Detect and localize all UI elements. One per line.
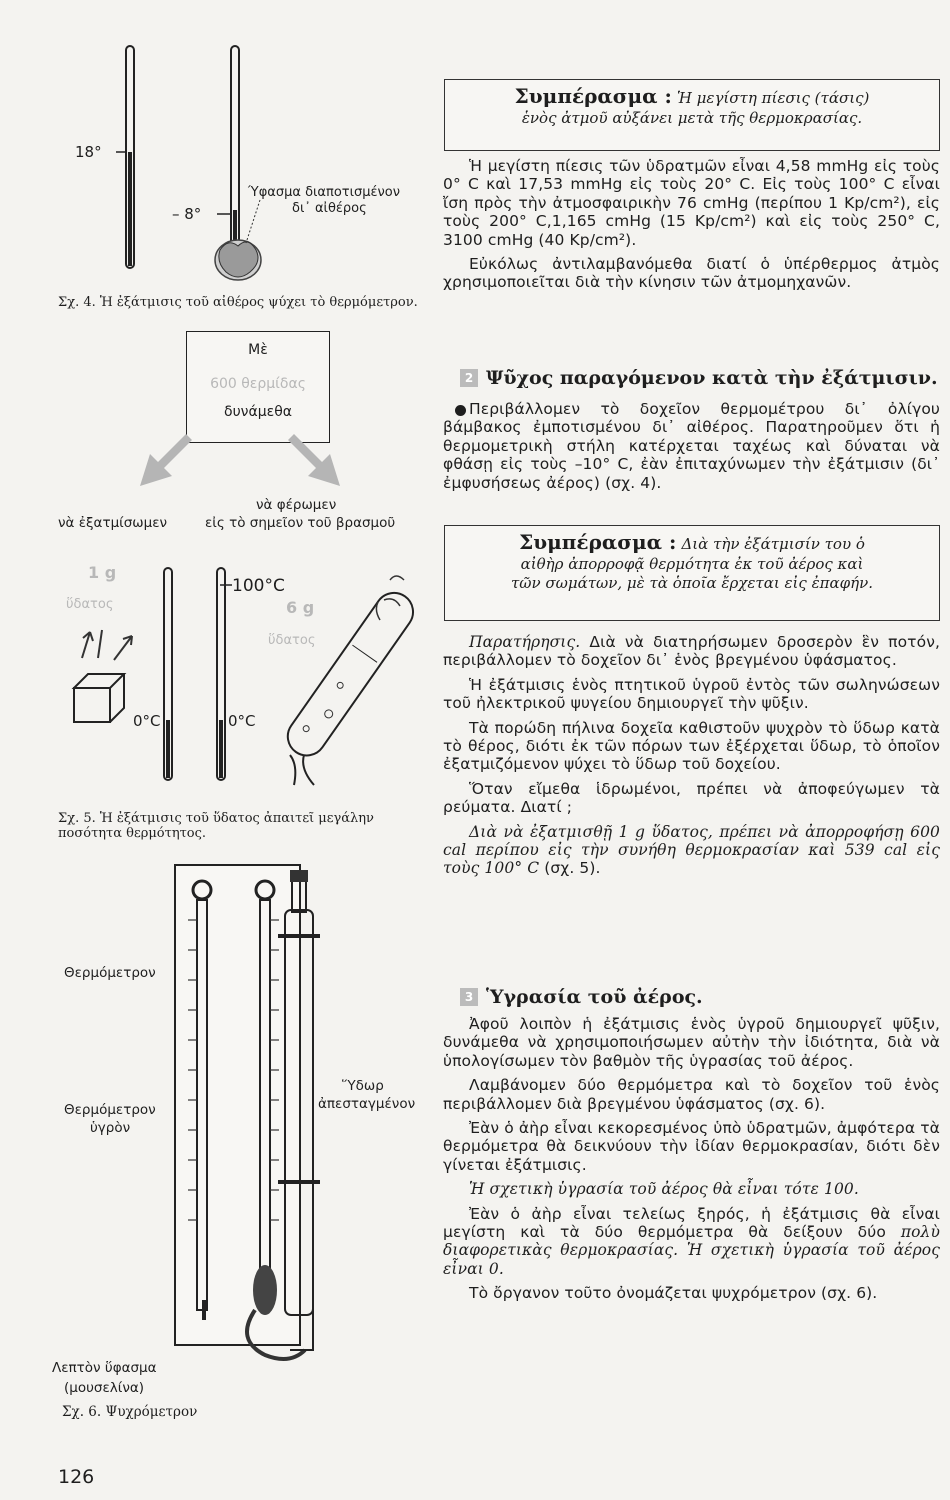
conclusion-2-text-a: Διὰ τὴν ἐξάτμισίν του ὁ bbox=[681, 535, 865, 553]
paragraph-clay-pots: Τὰ πορώδη πήλινα δοχεῖα καθιστοῦν ψυχρὸν τὸ ὕδωρ κατὰ τὸ θέρος, διότι ἐκ τῶν πόρων των ἐξέρχεται ὕδωρ, τὸ ὁποῖον ἐξατμιζόμενον ψύχει τὸ ὕδωρ τοῦ δοχείου. bbox=[443, 718, 940, 774]
text-block-4 bbox=[443, 1015, 940, 1309]
heat-box bbox=[186, 331, 330, 443]
water-label-1: ὕδατος bbox=[66, 597, 114, 612]
conclusion-2-text-b: αἰθὴρ ἀπορροφᾷ θερμότητα ἐκ τοῦ ἀέρος καὶ bbox=[520, 555, 864, 573]
paragraph-superheated-steam: Εὐκόλως ἀντιλαμβανόμεθα διατί ὁ ὑπέρθερμος ἀτμὸς χρησιμοποιεῖται διὰ τὴν κίνησιν τῶν ἀτμομηχανῶν. bbox=[443, 255, 940, 292]
section-3-title: Ὑγρασία τοῦ ἀέρος. bbox=[486, 986, 703, 1008]
dry-air-text: Ἐὰν ὁ ἀὴρ εἶναι τελείως ξηρός, ἡ ἐξάτμισις θὰ εἶναι μεγίστη καὶ τὰ δύο θερμόμετρα θὰ δείξουν δύο bbox=[443, 1204, 940, 1242]
section-3-heading bbox=[460, 986, 703, 1008]
diagram-arrows bbox=[110, 430, 370, 500]
paragraph-sweating: Ὅταν εἴμεθα ἱδρωμένοι, πρέπει νὰ ἀποφεύγωμεν τὰ ρεύματα. Διατί ; bbox=[443, 779, 940, 817]
paragraph-humidity-intro: Ἀφοῦ λοιπὸν ἡ ἐξάτμισις ἑνὸς ὑγροῦ δημιουργεῖ ψῦξιν, δυνάμεθα νὰ χρησιμοποιήσωμεν αὐτὴν τὴν ἰδιότητα, διὰ νὰ ὑπολογίσωμεν τὸν βαθμὸν τῆς ὑγρασίας τοῦ ἀέρος. bbox=[443, 1015, 940, 1070]
section-2-heading bbox=[460, 367, 938, 389]
boil-label-line-2: εἰς τὸ σημεῖον τοῦ βρασμοῦ bbox=[205, 515, 396, 531]
label-wet-thermometer-2: ὑγρὸν bbox=[90, 1120, 131, 1136]
bullet-dot bbox=[455, 405, 466, 416]
conclusion-1-text-b: ἑνὸς ἀτμοῦ αὐξάνει μετὰ τῆς θερμοκρασίας. bbox=[521, 109, 863, 127]
label-cloth-1: Λεπτὸν ὕφασμα bbox=[52, 1360, 157, 1376]
figure-6-drawing bbox=[160, 860, 340, 1400]
latent-heat-ref: (σχ. 5). bbox=[544, 859, 601, 878]
figure-4-caption: Σχ. 4. Ἡ ἐξάτμισις τοῦ αἰθέρος ψύχει τὸ θερμόμετρον. bbox=[58, 295, 418, 310]
paragraph-ether-experiment: Περιβάλλομεν τὸ δοχεῖον θερμομέτρου δι᾽ ὀλίγου βάμβακος ἐμποτισμένου δι᾽ αἰθέρος. Παρατηροῦμεν ὅτι ἡ θερμομετρικὴ στήλη κατέρχεται ταχέως καὶ δύναται νὰ φθάσῃ εἰς τοὺς –10° C, ἐὰν ἐπιταχύνωμεν τὴν ἐξάτμισιν (δι᾽ ἐμφυσήσεως ἀέρος) (σχ. 4). bbox=[443, 400, 940, 492]
latent-heat-italic: Διὰ νὰ ἐξατμισθῇ 1 g ὕδατος, πρέπει νὰ ἀπορροφήσῃ 600 cal περίπου εἰς τὴν συνήθη θερμοκρασίαν καὶ 539 cal εἰς τοὺς 100° C bbox=[443, 822, 940, 878]
temperature-label-18: 18° bbox=[75, 143, 102, 161]
label-distilled-water-2: ἀπεσταγμένον bbox=[318, 1096, 416, 1112]
paragraph-saturated-air: Ἐὰν ὁ ἀὴρ εἶναι κεκορεσμένος ὑπὸ ὑδρατμῶν, ἀμφότερα τὰ θερμόμετρα θὰ δεικνύουν τὴν ἰδίαν θερμοκρασίαν, διότι δὲν γίνεται ἐξάτμισις. bbox=[443, 1119, 940, 1174]
figure-5-drawing bbox=[60, 560, 430, 800]
temperature-label-100c: 100°C bbox=[232, 576, 285, 596]
conclusion-box-1 bbox=[444, 79, 940, 151]
paragraph-humidity-100: Ἡ σχετικὴ ὑγρασία τοῦ ἀέρος θὰ εἶναι τότε 100. bbox=[469, 1180, 859, 1199]
heat-box-line-1: Μὲ bbox=[248, 342, 268, 358]
remark-label: Παρατήρησις. bbox=[469, 633, 581, 651]
cloth-label-line-2: δι᾽ αἰθέρος bbox=[292, 201, 367, 216]
mass-label-6g: 6 g bbox=[286, 598, 315, 617]
label-wet-thermometer-1: Θερμόμετρον bbox=[64, 1102, 156, 1118]
figure-4-drawing bbox=[60, 40, 420, 300]
page-number: 126 bbox=[58, 1466, 95, 1488]
figure-6-caption: Σχ. 6. Ψυχρόμετρον bbox=[62, 1404, 198, 1420]
paragraph-psychrometer: Τὸ ὄργανον τοῦτο ὀνομάζεται ψυχρόμετρον (σχ. 6). bbox=[469, 1284, 878, 1303]
water-label-2: ὕδατος bbox=[268, 633, 316, 648]
text-block-3 bbox=[443, 633, 940, 884]
label-cloth-2: (μουσελίνα) bbox=[64, 1380, 145, 1396]
label-distilled-water-1: Ὕδωρ bbox=[342, 1078, 384, 1094]
paragraph-refrigerator: Ἡ ἐξάτμισις ἑνὸς πτητικοῦ ὑγροῦ ἐντὸς τῶν σωληνώσεων τοῦ ἠλεκτρικοῦ ψυγείου δημιουργεῖ τὴν ψῦξιν. bbox=[443, 675, 940, 713]
section-2-number: 2 bbox=[460, 369, 478, 387]
remark-text: Διὰ νὰ διατηρήσωμεν δροσερὸν ἓν ποτόν, περιβάλλομεν τὸ δοχεῖον δι᾽ ἑνὸς βρεγμένου ὑφάσματος. bbox=[443, 633, 940, 670]
paragraph-vapor-pressure: Ἡ μεγίστη πίεσις τῶν ὑδρατμῶν εἶναι 4,58 mmHg εἰς τοὺς 0° C καὶ 17,53 mmHg εἰς τοὺς 20° C. Εἰς τοὺς 100° C εἶναι ἴση πρὸς τὴν ἀτμοσφαιρικὴν 76 cmHg (περίπου 1 Kp/cm²), εἰς τοὺς 200° C,1,165 cmHg (15 Kp/cm²) καὶ εἰς τοὺς 250° C, 3100 cmHg (40 Kp/cm²). bbox=[443, 157, 940, 249]
mass-label-1g: 1 g bbox=[88, 563, 117, 582]
dry-air-italic: πολὺ διαφορετικὰς θερμοκρασίας. Ἡ σχετικὴ ὑγρασία τοῦ ἀέρος εἶναι 0. bbox=[443, 1223, 940, 1278]
heat-box-line-2: 600 θερμίδας bbox=[210, 376, 306, 392]
text-block-2 bbox=[443, 400, 940, 498]
conclusion-2-text-c: τῶν σωμάτων, μὲ τὰ ὁποῖα ἔρχεται εἰς ἐπαφήν. bbox=[510, 574, 873, 592]
temperature-label-0c-right: 0°C bbox=[228, 712, 256, 730]
text-block-1 bbox=[443, 157, 940, 298]
paragraph-latent-heat bbox=[443, 823, 940, 878]
conclusion-1-text-a: Ἡ μεγίστη πίεσις (τάσις) bbox=[677, 89, 870, 107]
conclusion-1-title: Συμπέρασμα : bbox=[514, 84, 672, 108]
section-3-number: 3 bbox=[460, 988, 478, 1006]
temperature-label-minus-8: – 8° bbox=[172, 205, 202, 223]
cloth-label-line-1: Ύφασμα διαποτισμένον bbox=[248, 185, 401, 200]
paragraph-remark bbox=[443, 633, 940, 670]
paragraph-two-thermometers: Λαμβάνομεν δύο θερμόμετρα καὶ τὸ δοχεῖον τοῦ ἑνὸς περιβάλλομεν διὰ βρεγμένου ὑφάσματος (σχ. 6). bbox=[443, 1076, 940, 1113]
evaporate-label: νὰ ἐξατμίσωμεν bbox=[58, 515, 168, 531]
heat-box-line-3: δυνάμεθα bbox=[224, 404, 292, 420]
paragraph-dry-air bbox=[443, 1205, 940, 1279]
boil-label-line-1: νὰ φέρωμεν bbox=[256, 497, 337, 513]
section-2-title: Ψῦχος παραγόμενον κατὰ τὴν ἐξάτμισιν. bbox=[486, 367, 938, 389]
figure-5-caption: Σχ. 5. Ἡ ἐξάτμισις τοῦ ὕδατος ἀπαιτεῖ μεγάλην ποσότητα θερμότητος. bbox=[58, 811, 374, 841]
conclusion-2-title: Συμπέρασμα : bbox=[519, 530, 677, 554]
temperature-label-0c-left: 0°C bbox=[133, 712, 161, 730]
conclusion-box-2 bbox=[444, 525, 940, 621]
label-thermometer: Θερμόμετρον bbox=[64, 965, 156, 981]
